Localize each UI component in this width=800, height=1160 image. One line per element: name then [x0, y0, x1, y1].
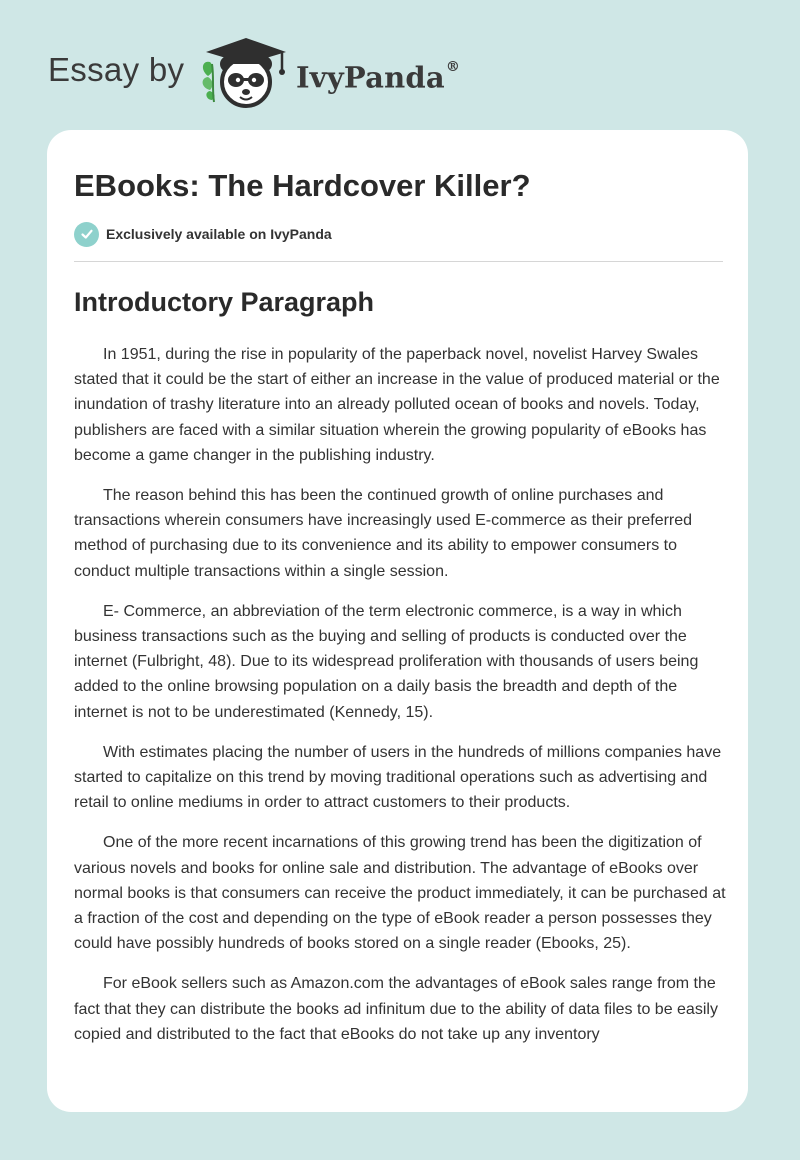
paragraph: With estimates placing the number of users in the hundreds of millions companies have started to capitalize on this trend by moving traditional operations such as advertising and retail to online mediums in order to attract customers to their products.: [74, 743, 722, 812]
panda-graduate-logo-icon: [198, 34, 294, 110]
site-header: [0, 0, 800, 130]
exclusive-badge: [74, 221, 332, 247]
brand-name[interactable]: [296, 53, 460, 98]
check-circle-icon: [74, 222, 99, 247]
paragraph: One of the more recent incarnations of this growing trend has been the digitization of various novels and books for online sale and distribution. The advantage of eBooks over normal books is that consumers can receive the product immediately, it can be purchased at a fraction of the cost and depending on the type of eBook reader a person possesses they could have possibly hundreds of books stored on a single reader (Ebooks, 25).: [74, 834, 726, 953]
paragraph: The reason behind this has been the continued growth of online purchases and transactions wherein consumers have increasingly used E-commerce as their preferred method of purchasing due to its convenience and its ability to empower consumers to conduct multiple transactions within a single session.: [74, 487, 693, 580]
title-divider: [74, 261, 723, 262]
paragraph: E- Commerce, an abbreviation of the term electronic commerce, is a way in which business transactions such as the buying and selling of products is conducted over the internet (Fulbright, 48). Due to its widespread proliferation with thousands of users being added to the online browsing population on a daily basis the breadth and depth of the internet is not to be underestimated (Kennedy, 15).: [74, 602, 699, 721]
brand-text: IvyPanda: [296, 60, 445, 95]
essay-card: [47, 130, 748, 1112]
registered-mark: ®: [445, 59, 461, 75]
essay-body: [74, 342, 728, 1062]
section-heading: Introductory Paragraph: [74, 287, 375, 317]
paragraph: In 1951, during the rise in popularity of the paperback novel, novelist Harvey Swales stated that it could be the start of either an increase in the value of produced material or the inundation of trashy literature into an already polluted ocean of books and novels. Today, publishers are faced with a similar situation wherein the growing popularity of eBooks has become a game changer in the publishing industry.: [74, 346, 720, 464]
exclusive-badge-text: Exclusively available on IvyPanda: [106, 226, 332, 242]
essay-by-label: Essay by: [48, 51, 185, 88]
paragraph: For eBook sellers such as Amazon.com the advantages of eBook sales range from the fact that they can distribute the books ad infinitum due to the ability of data files to be easily copied and distributed to the fact that eBooks do not take up any inventory: [74, 975, 718, 1043]
page-title: EBooks: The Hardcover Killer?: [74, 168, 531, 203]
